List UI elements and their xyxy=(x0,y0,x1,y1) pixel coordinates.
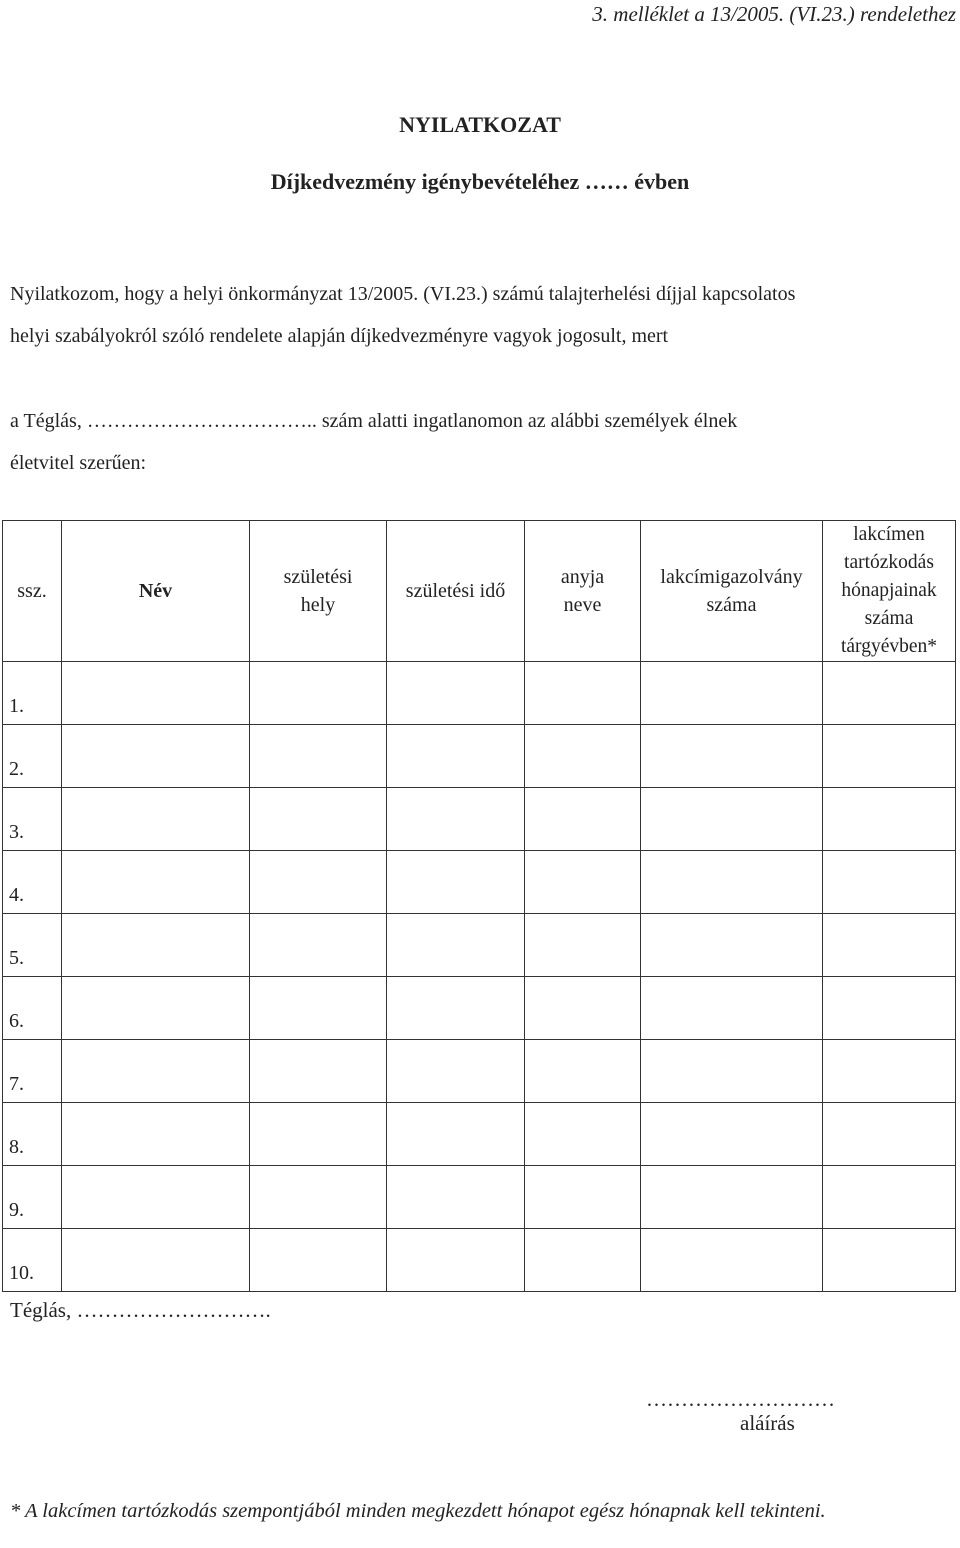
cell-mother-name[interactable] xyxy=(525,662,641,725)
header-ssz: ssz. xyxy=(3,521,62,662)
cell-months[interactable] xyxy=(823,1040,956,1103)
header-birthplace-text: születési hely xyxy=(283,566,353,616)
cell-birthplace[interactable] xyxy=(250,1166,387,1229)
cell-mother-name[interactable] xyxy=(525,1166,641,1229)
table-row xyxy=(3,788,956,851)
cell-mother-name[interactable] xyxy=(525,1229,641,1292)
cell-birthdate[interactable] xyxy=(387,1040,525,1103)
cell-birthplace[interactable] xyxy=(250,914,387,977)
cell-name[interactable] xyxy=(62,1040,250,1103)
place-and-date: Téglás, ………………………. xyxy=(10,1298,271,1322)
cell-name[interactable] xyxy=(62,662,250,725)
table-row xyxy=(3,662,956,725)
cell-birthplace[interactable] xyxy=(250,851,387,914)
table-row xyxy=(3,1229,956,1292)
cell-name[interactable] xyxy=(62,725,250,788)
header-months-text: lakcímen tartózkodás hónapjainak száma tárgyévben* xyxy=(840,524,938,657)
cell-mother-name[interactable] xyxy=(525,977,641,1040)
cell-months[interactable] xyxy=(823,788,956,851)
header-mother-name xyxy=(525,521,641,662)
cell-mother-name[interactable] xyxy=(525,788,641,851)
cell-address-card[interactable] xyxy=(641,977,823,1040)
header-address-card xyxy=(641,521,823,662)
cell-birthplace[interactable] xyxy=(250,788,387,851)
table-row xyxy=(3,725,956,788)
residents-table xyxy=(2,520,956,1292)
cell-address-card[interactable] xyxy=(641,1229,823,1292)
cell-birthplace[interactable] xyxy=(250,1040,387,1103)
cell-address-card[interactable] xyxy=(641,914,823,977)
document-title: NYILATKOZAT xyxy=(399,112,561,137)
cell-months[interactable] xyxy=(823,977,956,1040)
header-birthdate: születési idő xyxy=(387,521,525,662)
cell-name[interactable] xyxy=(62,1103,250,1166)
cell-birthdate[interactable] xyxy=(387,662,525,725)
cell-address-card[interactable] xyxy=(641,1103,823,1166)
statement-line-4: életvitel szerűen: xyxy=(10,452,147,474)
cell-months[interactable] xyxy=(823,914,956,977)
cell-months[interactable] xyxy=(823,851,956,914)
cell-name[interactable] xyxy=(62,788,250,851)
cell-birthdate[interactable] xyxy=(387,788,525,851)
cell-months[interactable] xyxy=(823,1103,956,1166)
annex-reference: 3. melléklet a 13/2005. (VI.23.) rendelethez xyxy=(592,2,956,26)
cell-birthplace[interactable] xyxy=(250,1229,387,1292)
signature-line: ……………………… xyxy=(646,1387,835,1411)
cell-name[interactable] xyxy=(62,914,250,977)
cell-months[interactable] xyxy=(823,725,956,788)
header-months xyxy=(823,521,956,662)
table-row xyxy=(3,851,956,914)
cell-birthdate[interactable] xyxy=(387,1103,525,1166)
cell-birthdate[interactable] xyxy=(387,1229,525,1292)
row-number: 3. xyxy=(3,788,62,851)
cell-mother-name[interactable] xyxy=(525,725,641,788)
cell-birthdate[interactable] xyxy=(387,914,525,977)
row-number: 6. xyxy=(3,977,62,1040)
row-number: 2. xyxy=(3,725,62,788)
row-number: 5. xyxy=(3,914,62,977)
cell-birthplace[interactable] xyxy=(250,662,387,725)
cell-mother-name[interactable] xyxy=(525,1040,641,1103)
cell-months[interactable] xyxy=(823,1166,956,1229)
row-number: 10. xyxy=(3,1229,62,1292)
cell-name[interactable] xyxy=(62,851,250,914)
header-mother-name-text: anyja neve xyxy=(560,566,605,616)
statement-line-2: helyi szabályokról szóló rendelete alapján díjkedvezményre vagyok jogosult, mert xyxy=(10,325,669,347)
header-address-card-text: lakcímigazolvány száma xyxy=(660,566,803,616)
cell-birthplace[interactable] xyxy=(250,1103,387,1166)
row-number: 7. xyxy=(3,1040,62,1103)
table-row xyxy=(3,1166,956,1229)
cell-birthdate[interactable] xyxy=(387,977,525,1040)
table-row xyxy=(3,1103,956,1166)
cell-months[interactable] xyxy=(823,662,956,725)
row-number: 1. xyxy=(3,662,62,725)
table-row xyxy=(3,1040,956,1103)
document-subtitle: Díjkedvezmény igénybevételéhez …… évben xyxy=(270,169,690,194)
header-birthplace xyxy=(250,521,387,662)
cell-mother-name[interactable] xyxy=(525,914,641,977)
cell-birthdate[interactable] xyxy=(387,1166,525,1229)
cell-name[interactable] xyxy=(62,1166,250,1229)
cell-birthplace[interactable] xyxy=(250,977,387,1040)
cell-address-card[interactable] xyxy=(641,1166,823,1229)
table-row xyxy=(3,977,956,1040)
cell-name[interactable] xyxy=(62,977,250,1040)
cell-address-card[interactable] xyxy=(641,851,823,914)
cell-months[interactable] xyxy=(823,1229,956,1292)
cell-address-card[interactable] xyxy=(641,1040,823,1103)
cell-address-card[interactable] xyxy=(641,662,823,725)
cell-address-card[interactable] xyxy=(641,788,823,851)
cell-name[interactable] xyxy=(62,1229,250,1292)
table-header-row xyxy=(3,521,956,662)
table-row xyxy=(3,914,956,977)
cell-address-card[interactable] xyxy=(641,725,823,788)
signature-label: aláírás xyxy=(740,1411,795,1435)
cell-birthplace[interactable] xyxy=(250,725,387,788)
footnote: * A lakcímen tartózkodás szempontjából minden megkezdett hónapot egész hónapnak kell tekinteni. xyxy=(10,1500,826,1522)
cell-mother-name[interactable] xyxy=(525,851,641,914)
row-number: 9. xyxy=(3,1166,62,1229)
cell-birthdate[interactable] xyxy=(387,851,525,914)
statement-line-1: Nyilatkozom, hogy a helyi önkormányzat 13/2005. (VI.23.) számú talajterhelési díjjal kapcsolatos xyxy=(10,283,796,305)
cell-birthdate[interactable] xyxy=(387,725,525,788)
statement-line-3: a Téglás, …………………………….. szám alatti ingatlanomon az alábbi személyek élnek xyxy=(10,410,738,432)
row-number: 8. xyxy=(3,1103,62,1166)
header-name: Név xyxy=(62,521,250,662)
cell-mother-name[interactable] xyxy=(525,1103,641,1166)
row-number: 4. xyxy=(3,851,62,914)
